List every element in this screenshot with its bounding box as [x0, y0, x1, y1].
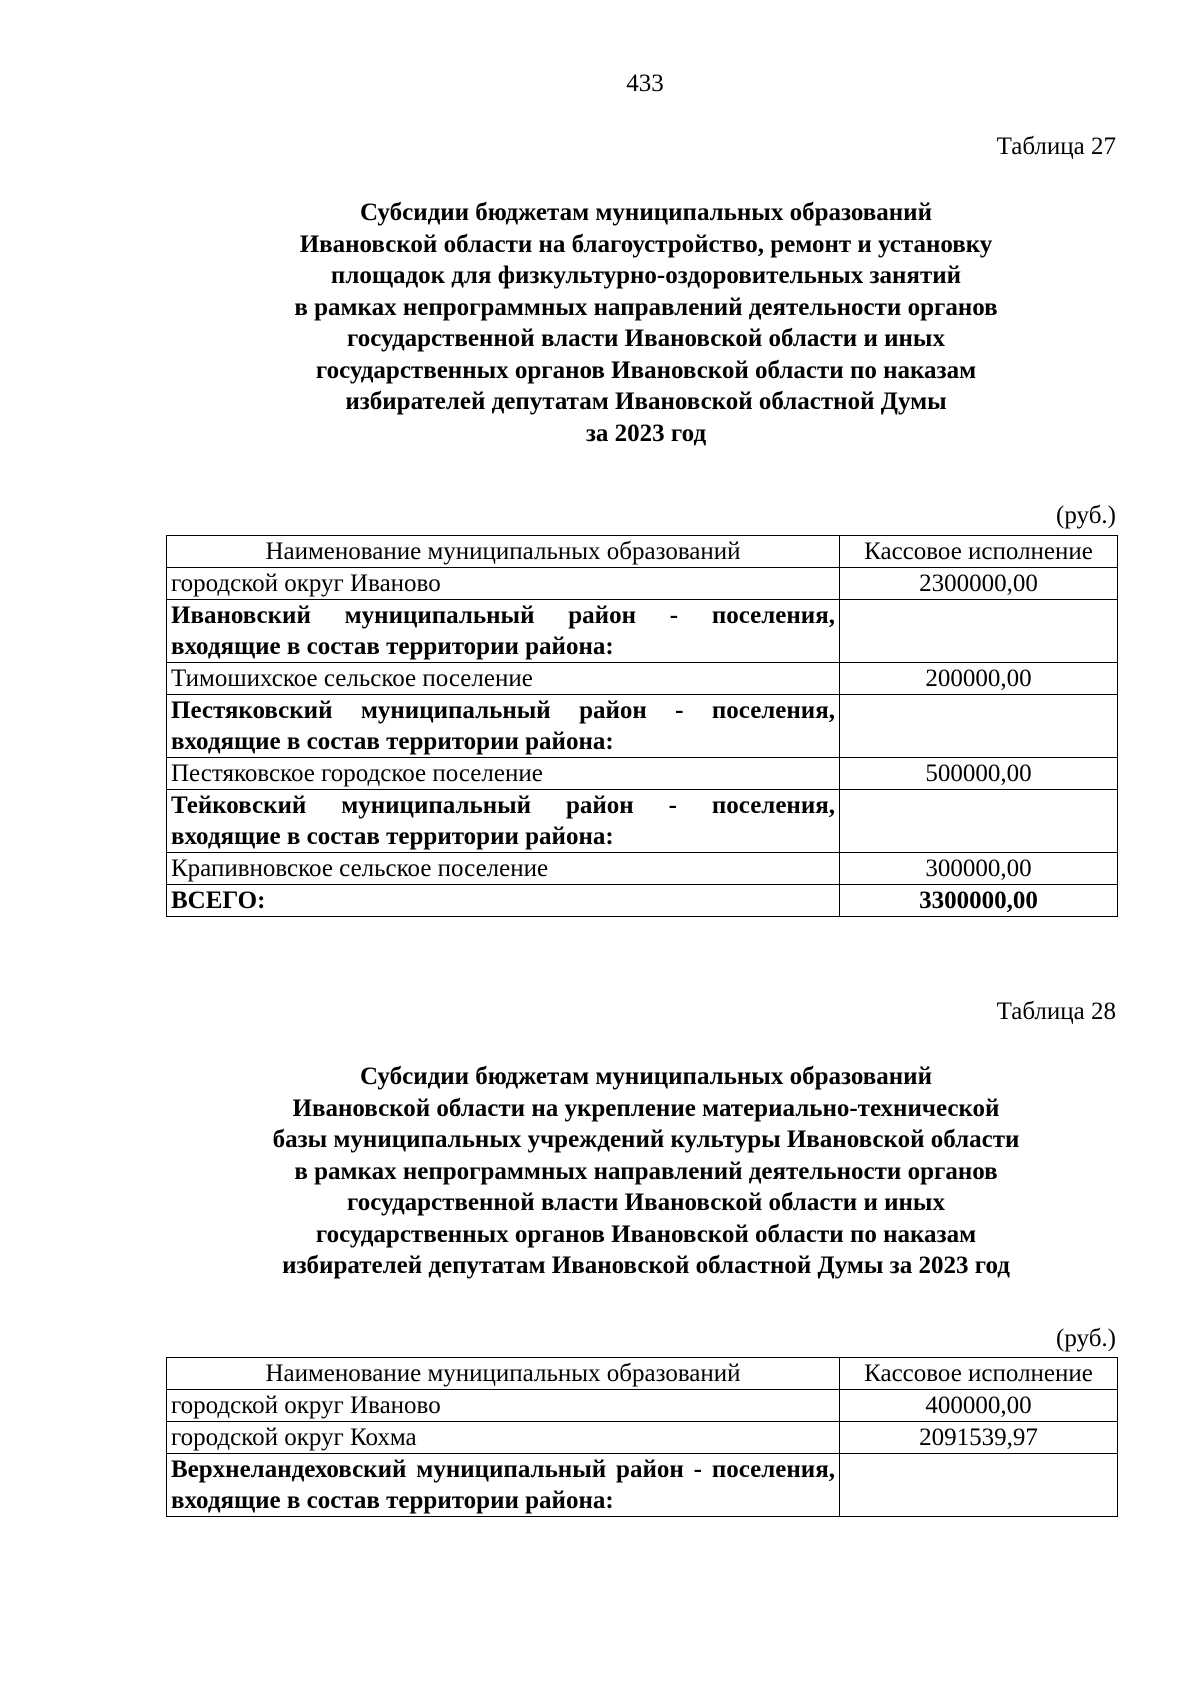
title-line: площадок для физкультурно-оздоровительных занятий	[330, 262, 962, 289]
table-27-unit: (руб.)	[1056, 502, 1116, 529]
section-name-cell: Тейковский муниципальный район - поселения, входящие в состав территории района:	[167, 790, 840, 853]
title-line: в рамках непрограммных направлений деятельности органов	[294, 293, 998, 321]
row-value-cell: 2091539,97	[840, 1422, 1118, 1454]
header-name-cell: Наименование муниципальных образований	[167, 536, 840, 568]
section-empty-cell	[840, 600, 1118, 663]
row-name-cell: городской округ Иваново	[167, 568, 840, 600]
section-row	[167, 790, 1118, 853]
table-27-title	[166, 197, 1126, 449]
table-row	[167, 758, 1118, 790]
table-header-row	[167, 536, 1118, 568]
section-empty-cell	[840, 1454, 1118, 1517]
page-number: 433	[626, 70, 664, 97]
title-line: в рамках непрограммных направлений деятельности органов	[294, 1157, 998, 1185]
title-line: Ивановской области на благоустройство, ремонт и установку	[299, 230, 993, 258]
total-value-cell: 3300000,00	[840, 885, 1118, 917]
title-line: государственных органов Ивановской области по наказам	[315, 1220, 977, 1248]
row-name-cell: Тимошихское сельское поселение	[167, 663, 840, 695]
table-header-row	[167, 1358, 1118, 1390]
table-28-title	[166, 1061, 1126, 1282]
row-value-cell: 200000,00	[840, 663, 1118, 695]
total-row	[167, 885, 1118, 917]
title-line: за 2023 год	[585, 419, 707, 447]
table-row	[167, 663, 1118, 695]
title-line: государственных органов Ивановской области по наказам	[315, 356, 977, 384]
section-row	[167, 600, 1118, 663]
total-label-cell: ВСЕГО:	[167, 885, 840, 917]
row-name-cell: городской округ Иваново	[167, 1390, 840, 1422]
section-row	[167, 695, 1118, 758]
row-value-cell: 500000,00	[840, 758, 1118, 790]
title-line: Ивановской области на укрепление материально-технической	[292, 1094, 1000, 1122]
section-name-cell: Пестяковский муниципальный район - поселения, входящие в состав территории района:	[167, 695, 840, 758]
table-28-unit: (руб.)	[1056, 1325, 1116, 1352]
table-row	[167, 568, 1118, 600]
title-line: базы муниципальных учреждений культуры Ивановской области	[272, 1126, 1020, 1153]
section-name-cell: Ивановский муниципальный район - поселения, входящие в состав территории района:	[167, 600, 840, 663]
table-28-label: Таблица 28	[996, 998, 1116, 1025]
table-27-label: Таблица 27	[996, 133, 1116, 160]
row-value-cell: 2300000,00	[840, 568, 1118, 600]
row-value-cell: 400000,00	[840, 1390, 1118, 1422]
header-value-cell: Кассовое исполнение	[840, 1358, 1118, 1390]
title-line: Субсидии бюджетам муниципальных образований	[360, 1063, 932, 1090]
row-name-cell: Крапивновское сельское поселение	[167, 853, 840, 885]
table-row	[167, 853, 1118, 885]
title-line: Субсидии бюджетам муниципальных образований	[360, 199, 932, 226]
row-name-cell: Пестяковское городское поселение	[167, 758, 840, 790]
section-empty-cell	[840, 790, 1118, 853]
title-line: государственной власти Ивановской области и иных	[347, 1189, 945, 1216]
table-row	[167, 1390, 1118, 1422]
table-28	[166, 1357, 1118, 1517]
table-27	[166, 535, 1118, 917]
header-name-cell: Наименование муниципальных образований	[167, 1358, 840, 1390]
section-empty-cell	[840, 695, 1118, 758]
title-line: избирателей депутатам Ивановской областной Думы за 2023 год	[282, 1252, 1010, 1279]
section-row	[167, 1454, 1118, 1517]
section-name-cell: Верхнеландеховский муниципальный район - поселения, входящие в состав территории района:	[167, 1454, 840, 1517]
row-name-cell: городской округ Кохма	[167, 1422, 840, 1454]
title-line: избирателей депутатам Ивановской областной Думы	[345, 388, 947, 415]
title-line: государственной власти Ивановской области и иных	[347, 325, 945, 352]
header-value-cell: Кассовое исполнение	[840, 536, 1118, 568]
row-value-cell: 300000,00	[840, 853, 1118, 885]
table-row	[167, 1422, 1118, 1454]
